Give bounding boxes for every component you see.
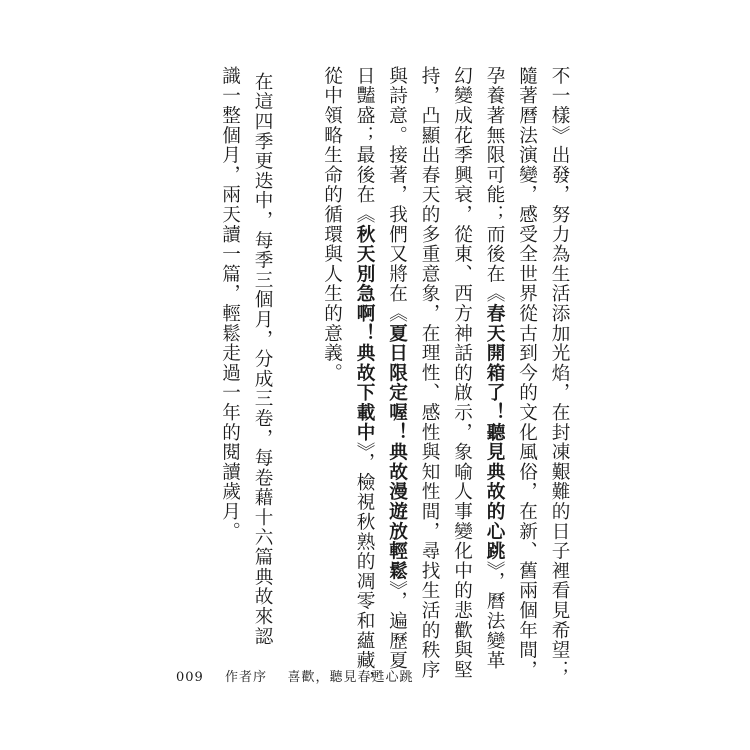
book-title-text: 夏日限定喔！典故漫遊放輕鬆 [386,323,408,581]
page-footer [176,666,414,685]
text-column [413,66,446,680]
body-text: 持，凸顯出春天的多重意象，在理性、感性與知性間，尋找生活的秩序 [419,66,440,680]
text-column [543,66,576,680]
running-title: 喜歡，聽見春甦心跳 [287,670,414,685]
body-text: 幻變成花季興衰，從東、西方神話的啟示，象喻人事變化中的悲歡與堅 [451,66,473,680]
body-text: 從中領略生命的循環與人生的意義。 [321,66,343,383]
text-column [445,66,478,680]
book-title-text: 春天開箱了！聽見典故的心跳 [484,303,505,562]
text-column [510,66,543,680]
body-text: 識一整個月，兩天讀一篇，輕鬆走過一年的閱讀歲月。 [219,66,241,542]
section-label: 作者序 [224,670,267,685]
text-column [380,66,413,671]
text-column [478,66,511,671]
body-text: 隨著曆法演變，感受全世界從古到今的文化風俗，在新、舊兩個年間， [516,66,538,680]
body-text: 不一樣》出發，努力為生活添加光焰，在封凍艱難的日子裡看見希望； [549,66,570,680]
body-text: 》，檢視秋熟的凋零和蘊藏， [354,442,375,691]
body-text: 孕養著無限可能；而後在《 [484,66,505,304]
page-number: 009 [176,670,204,685]
body-text: 在這四季更迭中，每季三個月，分成三卷，每卷藉十六篇典故來認 [252,72,273,647]
body-text: 日豔盛；最後在《 [354,66,375,225]
body-text: 與詩意。接著，我們又將在《 [386,66,408,324]
text-column [246,72,316,647]
text-column [348,66,381,691]
body-text: 》，遍歷夏 [386,580,408,671]
text-column [315,66,348,626]
body-text: 》，曆法變革 [484,561,505,671]
book-title-text: 秋天別急啊！典故下載中 [354,224,375,443]
text-column [213,66,246,626]
